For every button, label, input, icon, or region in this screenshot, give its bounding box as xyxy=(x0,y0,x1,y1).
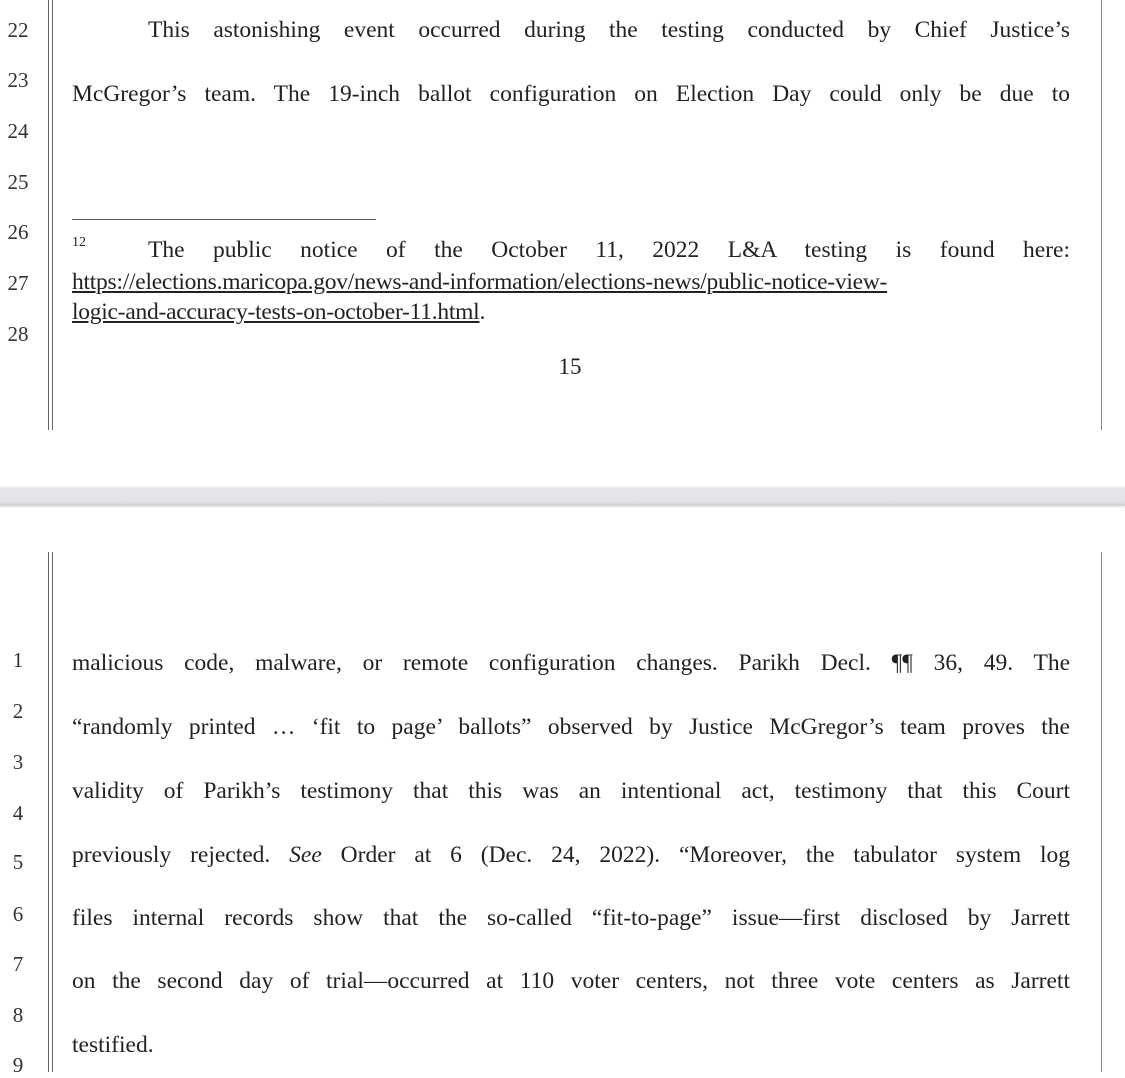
body-text-line: This astonishing event occurred during the testing conducted by Chief Justice’s xyxy=(148,17,1070,43)
line-number: 28 xyxy=(7,322,29,346)
footnote xyxy=(72,237,1070,264)
left-margin-rule xyxy=(48,552,53,1072)
line-number: 8 xyxy=(12,1003,24,1027)
line-number: 4 xyxy=(12,801,24,825)
footnote-link-line xyxy=(72,269,1070,296)
page-number: 15 xyxy=(558,354,582,379)
line-number: 3 xyxy=(12,750,24,774)
footnote-link-line xyxy=(72,299,1070,326)
line-number: 6 xyxy=(12,902,24,926)
footnote-number: 12 xyxy=(72,235,86,250)
line-number: 26 xyxy=(7,220,29,244)
body-text-line: on the second day of trial—occurred at 110 voter centers, not three vote centers as Jarrett xyxy=(72,968,1070,994)
body-text-line xyxy=(72,842,1070,869)
page-separator xyxy=(0,486,1125,508)
body-text-line: files internal records show that the so-called “fit-to-page” issue—first disclosed by Jarrett xyxy=(72,905,1070,931)
line-number: 25 xyxy=(7,170,29,194)
body-text-line: testified. xyxy=(72,1032,154,1058)
line-number: 9 xyxy=(12,1053,24,1077)
right-margin-rule xyxy=(1101,552,1102,1072)
footnote-period: . xyxy=(479,299,486,325)
line-number: 27 xyxy=(7,271,29,295)
footnote-text: The public notice of the October 11, 2022 L&A testing is found here: xyxy=(148,237,1070,263)
italic-signal: See xyxy=(289,842,322,868)
body-text-line: validity of Parikh’s testimony that this was an intentional act, testimony that this Court xyxy=(72,778,1070,804)
footnote-separator xyxy=(72,219,376,220)
document-page-15 xyxy=(0,0,1125,486)
line-number: 7 xyxy=(12,952,24,976)
footnote-link-cont[interactable]: logic-and-accuracy-tests-on-october-11.html xyxy=(72,299,480,325)
line-number: 22 xyxy=(7,18,29,42)
line-number: 24 xyxy=(7,119,29,143)
text-span: Order at 6 (Dec. 24, 2022). “Moreover, the tabulator system log xyxy=(321,842,1070,868)
body-text-line: “randomly printed … ‘fit to page’ ballots” observed by Justice McGregor’s team proves the xyxy=(72,714,1070,740)
body-text-line: malicious code, malware, or remote configuration changes. Parikh Decl. ¶¶ 36, 49. The xyxy=(72,650,1070,676)
document-page-16 xyxy=(0,508,1125,1077)
footnote-link[interactable]: https://elections.maricopa.gov/news-and-information/elections-news/public-notice-view- xyxy=(72,269,888,295)
line-number: 1 xyxy=(12,648,24,672)
line-number: 2 xyxy=(12,699,24,723)
line-number: 23 xyxy=(7,68,29,92)
text-span: previously rejected. xyxy=(72,842,290,868)
line-number: 5 xyxy=(12,850,24,874)
body-text-line: McGregor’s team. The 19-inch ballot configuration on Election Day could only be due to xyxy=(72,81,1070,107)
